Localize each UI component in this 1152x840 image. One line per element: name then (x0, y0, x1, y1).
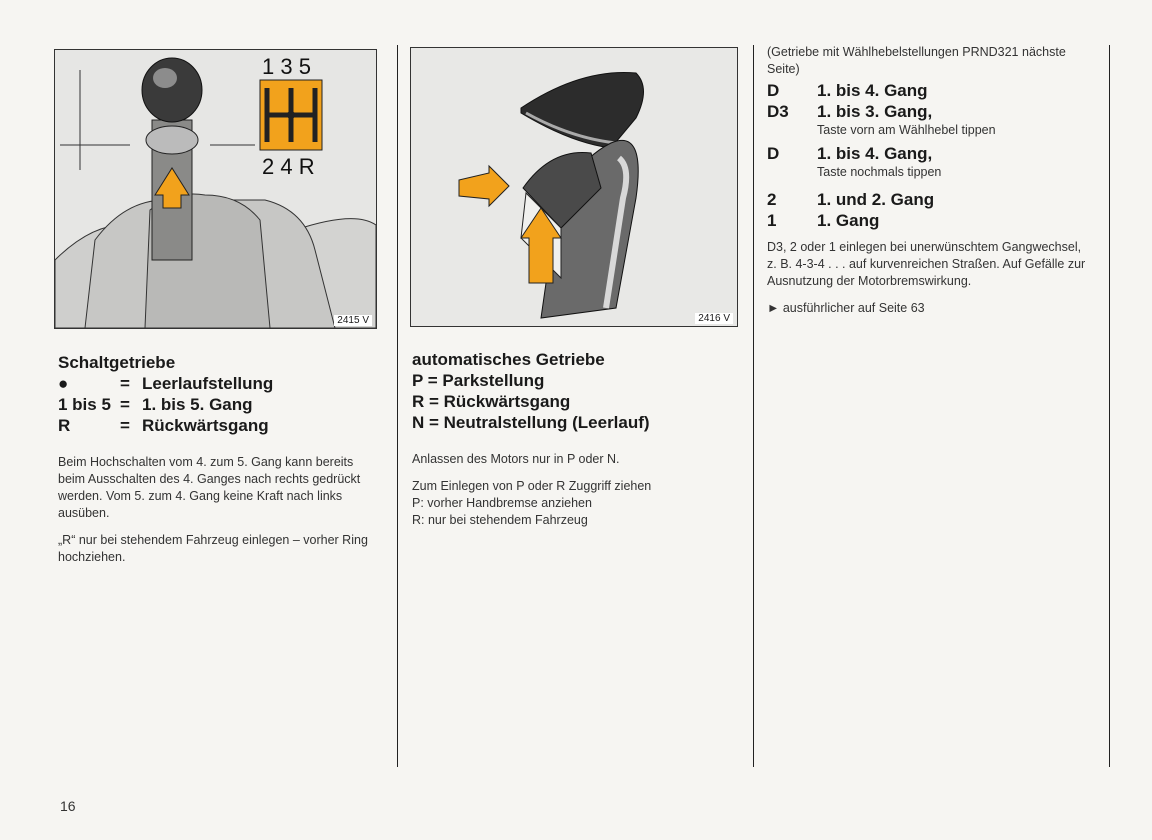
figure-automatic-selector (410, 47, 738, 327)
gear-labels-bottom: 2 4 R (262, 154, 315, 179)
manual-shifter-illustration (55, 50, 376, 328)
left-column (58, 352, 380, 576)
def-value: Leerlaufstellung (142, 374, 274, 393)
def-value: 1. Gang (817, 211, 880, 230)
column-divider-3 (1109, 45, 1110, 767)
def-eq: = (120, 416, 130, 435)
def-value: 1. bis 3. Gang, (817, 102, 933, 121)
definition-row (58, 373, 380, 394)
paragraph-line: P: vorher Handbremse anziehen (412, 496, 592, 510)
def-key: ● (58, 374, 69, 393)
def-value: Rückwärtsgang (142, 416, 269, 435)
figure-code: 2415 V (334, 315, 372, 326)
def-value: 1. bis 5. Gang (142, 395, 253, 414)
mode-definition-list (767, 80, 1092, 231)
def-key: D (767, 81, 780, 100)
definition-row: N = Neutralstellung (Leerlauf) (412, 413, 650, 432)
definition-row (767, 210, 1092, 231)
def-key: 1 bis 5 (58, 395, 111, 414)
definition-row (767, 80, 1092, 101)
paragraph-line: Zum Einlegen von P oder R Zuggriff ziehen (412, 479, 652, 493)
paragraph: Anlassen des Motors nur in P oder N. (412, 452, 620, 466)
column-divider-2 (753, 45, 754, 767)
def-eq: = (120, 395, 130, 414)
def-key: D (767, 144, 780, 163)
def-key: 1 (767, 211, 777, 230)
section-heading: Schaltgetriebe (58, 353, 176, 372)
def-note: Taste nochmals tippen (817, 165, 942, 179)
automatic-selector-illustration (411, 48, 737, 326)
gear-definition-list (58, 373, 380, 436)
def-key: 2 (767, 190, 777, 209)
definition-row: P = Parkstellung (412, 371, 545, 390)
def-key: D3 (767, 102, 789, 121)
def-eq: = (120, 374, 130, 393)
paragraph: Beim Hochschalten vom 4. zum 5. Gang kann bereits beim Ausschalten des 4. Ganges nach rechts gedrückt werden. Vom 5. zum 4. Gang keine Kraft nach links ausüben. (58, 455, 361, 520)
figure-manual-shifter (54, 49, 377, 329)
paragraph (412, 478, 742, 529)
definition-row (767, 189, 1092, 210)
paragraph: D3, 2 oder 1 einlegen bei unerwünschtem Gangwechsel, z. B. 4-3-4 . . . auf kurvenreichen Straßen. Auf Gefälle zur Ausnutzung der Motorbremswirkung. (767, 240, 1086, 288)
page-number: 16 (60, 798, 76, 814)
def-value: 1. bis 4. Gang, (817, 144, 933, 163)
paragraph-line: R: nur bei stehendem Fahrzeug (412, 513, 588, 527)
column-divider-1 (397, 45, 398, 767)
intro-note: (Getriebe mit Wählhebelstellungen PRND321 nächste Seite) (767, 45, 1066, 76)
middle-column (412, 349, 742, 539)
definition-row (58, 394, 380, 415)
def-value: 1. und 2. Gang (817, 190, 935, 209)
paragraph: „R“ nur bei stehendem Fahrzeug einlegen – vorher Ring hochziehen. (58, 533, 368, 564)
gear-labels-top: 1 3 5 (262, 54, 311, 79)
def-value: 1. bis 4. Gang (817, 81, 928, 100)
definition-row (58, 415, 380, 436)
section-heading: automatisches Getriebe (412, 350, 605, 369)
right-column (767, 44, 1092, 327)
def-key: R (58, 416, 71, 435)
selector-definition-list (412, 370, 742, 433)
definition-row: R = Rückwärtsgang (412, 392, 571, 411)
definition-row (767, 101, 1092, 139)
definition-row (767, 143, 1092, 181)
figure-code: 2416 V (695, 313, 733, 324)
cross-reference: ► ausführlicher auf Seite 63 (767, 301, 925, 315)
def-note: Taste vorn am Wählhebel tippen (817, 123, 996, 137)
